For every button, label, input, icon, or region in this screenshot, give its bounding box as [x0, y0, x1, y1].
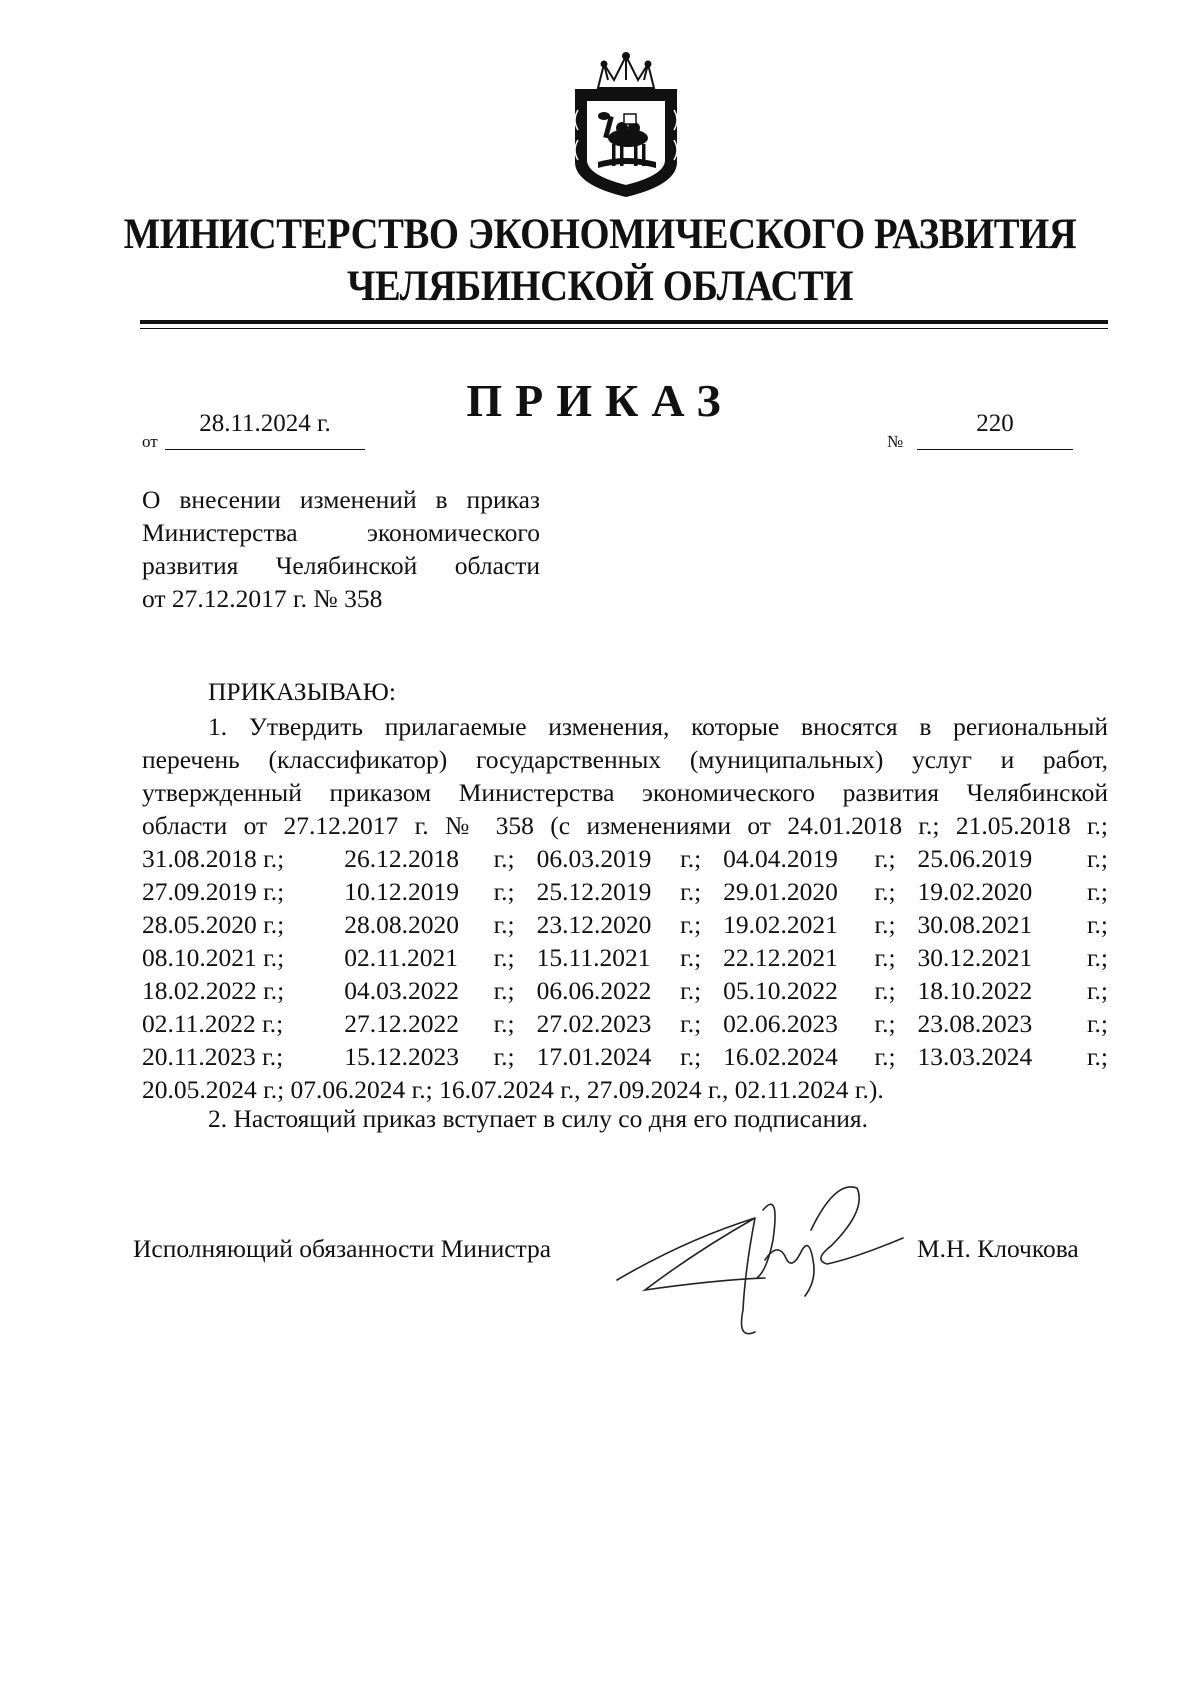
ministry-name-line2: ЧЕЛЯБИНСКОЙ ОБЛАСТИ	[346, 263, 854, 310]
date-cell: 30.08.2021 г.;	[917, 910, 1108, 939]
paragraph-line: перечень (классификатор) государственных (муниципальных) услуг и работ,	[142, 745, 1108, 774]
date-label: от	[142, 432, 158, 451]
document-subject	[142, 483, 540, 615]
date-cell: 27.09.2019 г.;	[142, 877, 285, 906]
date-cell: 25.12.2019 г.;	[536, 877, 702, 906]
date-cell: 19.02.2021 г.;	[723, 910, 896, 939]
date-underline	[165, 449, 365, 450]
document-number: 220	[976, 410, 1014, 437]
order-word: ПРИКАЗЫВАЮ:	[208, 677, 396, 706]
date-cell: 26.12.2018 г.;	[344, 844, 515, 873]
date-cell: 28.08.2020 г.;	[344, 910, 515, 939]
dates-row	[142, 1040, 1108, 1073]
dates-row	[142, 908, 1108, 941]
ministry-name-line1: МИНИСТЕРСТВО ЭКОНОМИЧЕСКОГО РАЗВИТИЯ	[123, 211, 1077, 258]
paragraph-line: утвержденный приказом Министерства экономического развития Челябинской	[142, 778, 1108, 807]
signer-name: М.Н. Клочкова	[917, 1234, 1079, 1263]
date-cell: 04.04.2019 г.;	[723, 844, 896, 873]
date-cell: 15.12.2023 г.;	[344, 1042, 515, 1071]
number-underline	[917, 449, 1073, 450]
dates-row	[142, 974, 1108, 1007]
document-type-title: ПРИКАЗ	[466, 375, 734, 426]
paragraph-line: 1. Утвердить прилагаемые изменения, которые вносятся в региональный	[208, 712, 1108, 741]
date-cell: 23.12.2020 г.;	[536, 910, 702, 939]
date-cell: 15.11.2021 г.;	[536, 943, 702, 972]
subject-line: О внесении изменений в приказ	[142, 485, 540, 514]
date-cell: 10.12.2019 г.;	[344, 877, 515, 906]
date-cell: 19.02.2020 г.;	[917, 877, 1108, 906]
date-cell: 27.12.2022 г.;	[344, 1009, 515, 1038]
header-rule-thin	[140, 328, 1108, 329]
date-cell: 13.03.2024 г.;	[917, 1042, 1108, 1071]
paragraph-line: области от 27.12.2017 г. № 358 (с изменениями от 24.01.2018 г.; 21.05.2018 г.;	[142, 811, 1108, 840]
subject-line: развития Челябинской области	[142, 551, 540, 580]
signer-title: Исполняющий обязанности Министра	[133, 1234, 552, 1263]
date-cell: 22.12.2021 г.;	[723, 943, 896, 972]
date-cell: 23.08.2023 г.;	[917, 1009, 1108, 1038]
subject-line: Министерства экономического	[142, 518, 540, 547]
header-rule-thick	[140, 320, 1108, 324]
document-date: 28.11.2024 г.	[199, 410, 331, 437]
date-cell: 02.11.2022 г.;	[142, 1009, 284, 1038]
dates-row	[142, 842, 1108, 875]
dates-row	[142, 941, 1108, 974]
date-cell: 05.10.2022 г.;	[723, 976, 896, 1005]
date-cell: 27.02.2023 г.;	[536, 1009, 702, 1038]
date-cell: 30.12.2021 г.;	[917, 943, 1108, 972]
number-label: №	[887, 432, 904, 451]
paragraph-2: 2. Настоящий приказ вступает в силу со дня его подписания.	[208, 1104, 868, 1133]
date-cell: 02.06.2023 г.;	[723, 1009, 896, 1038]
date-cell: 04.03.2022 г.;	[344, 976, 515, 1005]
paragraph-1	[142, 710, 1108, 1106]
date-cell: 18.02.2022 г.;	[142, 976, 285, 1005]
dates-row	[142, 875, 1108, 908]
dates-row	[142, 1007, 1108, 1040]
date-cell: 28.05.2020 г.;	[142, 910, 285, 939]
date-cell: 08.10.2021 г.;	[142, 943, 285, 972]
subject-line: от 27.12.2017 г. № 358	[142, 584, 383, 613]
date-cell: 17.01.2024 г.;	[536, 1042, 702, 1071]
date-cell: 25.06.2019 г.;	[917, 844, 1108, 873]
date-cell: 29.01.2020 г.;	[723, 877, 896, 906]
date-cell: 06.03.2019 г.;	[536, 844, 702, 873]
date-cell: 06.06.2022 г.;	[536, 976, 702, 1005]
date-cell: 02.11.2021 г.;	[344, 943, 515, 972]
date-cell: 18.10.2022 г.;	[917, 976, 1108, 1005]
coat-of-arms-icon	[568, 50, 684, 200]
date-cell: 20.11.2023 г.;	[142, 1042, 284, 1071]
date-cell: 31.08.2018 г.;	[142, 844, 285, 873]
date-cell: 16.02.2024 г.;	[723, 1042, 896, 1071]
handwritten-signature-icon	[605, 1160, 905, 1340]
paragraph-line: 20.05.2024 г.; 07.06.2024 г.; 16.07.2024 г., 27.09.2024 г., 02.11.2024 г.).	[142, 1075, 884, 1104]
